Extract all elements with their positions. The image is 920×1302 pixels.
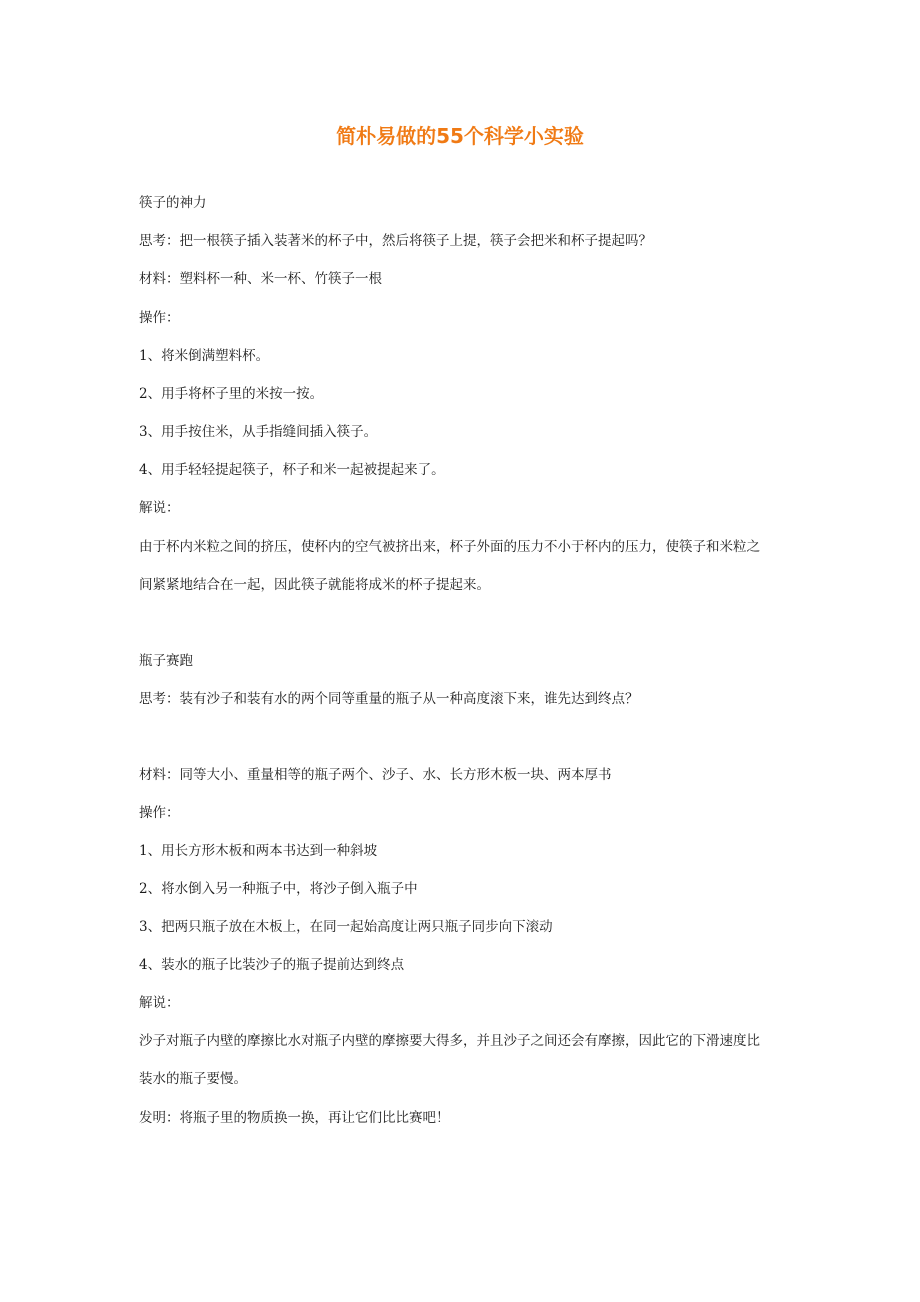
step-item: 3、用手按住米，从手指缝间插入筷子。 xyxy=(139,424,378,440)
step-item: 1、用长方形木板和两本书达到一种斜坡 xyxy=(139,843,378,859)
explanation-label: 解说： xyxy=(139,500,180,516)
materials-text: 材料：同等大小、重量相等的瓶子两个、沙子、水、长方形木板一块、两本厚书 xyxy=(139,767,612,783)
invention-text: 发明：将瓶子里的物质换一换，再让它们比比赛吧！ xyxy=(139,1110,450,1126)
step-item: 2、将水倒入另一种瓶子中，将沙子倒入瓶子中 xyxy=(139,881,418,897)
explanation-line: 间紧紧地结合在一起，因此筷子就能将成米的杯子提起来。 xyxy=(139,577,490,593)
step-item: 1、将米倒满塑料杯。 xyxy=(139,348,270,364)
step-item: 4、用手轻轻提起筷子，杯子和米一起被提起来了。 xyxy=(139,462,445,478)
section-heading: 筷子的神力 xyxy=(139,195,207,211)
step-item: 4、装水的瓶子比装沙子的瓶子提前达到终点 xyxy=(139,957,405,973)
explanation-line: 装水的瓶子要慢。 xyxy=(139,1071,247,1087)
step-item: 3、把两只瓶子放在木板上，在同一起始高度让两只瓶子同步向下滚动 xyxy=(139,919,553,935)
step-item: 2、用手将杯子里的米按一按。 xyxy=(139,386,324,402)
section-heading: 瓶子赛跑 xyxy=(139,653,193,669)
materials-text: 材料：塑料杯一种、米一杯、竹筷子一根 xyxy=(139,271,382,287)
document-title: 简朴易做的55个科学小实验 xyxy=(336,124,584,148)
operation-label: 操作： xyxy=(139,805,180,821)
explanation-line: 沙子对瓶子内壁的摩擦比水对瓶子内壁的摩擦要大得多，并且沙子之间还会有摩擦，因此它的下滑速度比 xyxy=(139,1033,760,1049)
explanation-line: 由于杯内米粒之间的挤压，使杯内的空气被挤出来，杯子外面的压力不小于杯内的压力，使筷子和米粒之 xyxy=(139,539,760,555)
explanation-label: 解说： xyxy=(139,995,180,1011)
question-text: 思考：装有沙子和装有水的两个同等重量的瓶子从一种高度滚下来，谁先达到终点？ xyxy=(139,691,639,707)
question-text: 思考：把一根筷子插入装著米的杯子中，然后将筷子上提，筷子会把米和杯子提起吗？ xyxy=(139,233,652,249)
operation-label: 操作： xyxy=(139,310,180,326)
